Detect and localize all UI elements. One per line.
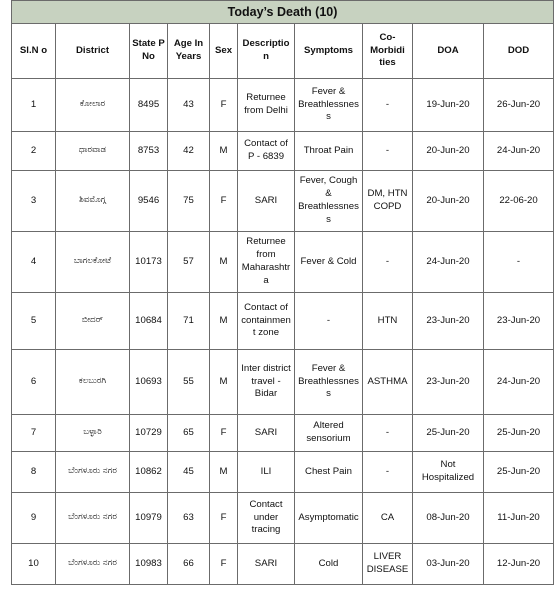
table-row bbox=[12, 132, 554, 171]
cell-state-p-no: 10983 bbox=[130, 544, 168, 585]
cell-symptoms: Altered sensorium bbox=[295, 415, 363, 452]
cell-doa: 03-Jun-20 bbox=[413, 544, 484, 585]
cell-district: ಬೀದರ್ bbox=[56, 293, 130, 350]
cell-sex: F bbox=[210, 544, 238, 585]
header-district: District bbox=[56, 24, 130, 79]
header-slno: Sl.N o bbox=[12, 24, 56, 79]
cell-comorbidities: - bbox=[363, 232, 413, 293]
cell-age: 66 bbox=[168, 544, 210, 585]
cell-state-p-no: 10979 bbox=[130, 493, 168, 544]
cell-sex: F bbox=[210, 493, 238, 544]
cell-description: SARI bbox=[238, 171, 295, 232]
table-row bbox=[12, 452, 554, 493]
cell-age: 43 bbox=[168, 79, 210, 132]
cell-comorbidities: - bbox=[363, 415, 413, 452]
cell-symptoms: Asymptomatic bbox=[295, 493, 363, 544]
cell-state-p-no: 8495 bbox=[130, 79, 168, 132]
cell-doa: 25-Jun-20 bbox=[413, 415, 484, 452]
cell-slno: 10 bbox=[12, 544, 56, 585]
cell-district: ಬೆಂಗಳೂರು ನಗರ bbox=[56, 544, 130, 585]
cell-dod: - bbox=[484, 232, 554, 293]
cell-doa: 20-Jun-20 bbox=[413, 171, 484, 232]
cell-doa: Not Hospitalized bbox=[413, 452, 484, 493]
cell-description: Contact of containment zone bbox=[238, 293, 295, 350]
header-sex: Sex bbox=[210, 24, 238, 79]
cell-state-p-no: 9546 bbox=[130, 171, 168, 232]
table-row bbox=[12, 350, 554, 415]
cell-comorbidities: LIVER DISEASE bbox=[363, 544, 413, 585]
cell-slno: 1 bbox=[12, 79, 56, 132]
cell-comorbidities: DM, HTN COPD bbox=[363, 171, 413, 232]
table-row bbox=[12, 493, 554, 544]
header-state-p-no: State P No bbox=[130, 24, 168, 79]
cell-sex: M bbox=[210, 132, 238, 171]
cell-description: Contact under tracing bbox=[238, 493, 295, 544]
cell-symptoms: Fever & Cold bbox=[295, 232, 363, 293]
cell-district: ಕೋಲಾರ bbox=[56, 79, 130, 132]
cell-symptoms: Fever, Cough & Breathlessness bbox=[295, 171, 363, 232]
cell-state-p-no: 10684 bbox=[130, 293, 168, 350]
cell-district: ಬೆಂಗಳೂರು ನಗರ bbox=[56, 493, 130, 544]
cell-district: ಶಿವಮೊಗ್ಗ bbox=[56, 171, 130, 232]
cell-dod: 12-Jun-20 bbox=[484, 544, 554, 585]
cell-age: 65 bbox=[168, 415, 210, 452]
table-row bbox=[12, 79, 554, 132]
cell-district: ಕಲಬುರಗಿ bbox=[56, 350, 130, 415]
cell-dod: 24-Jun-20 bbox=[484, 132, 554, 171]
cell-state-p-no: 10862 bbox=[130, 452, 168, 493]
header-symptoms: Symptoms bbox=[295, 24, 363, 79]
cell-sex: F bbox=[210, 79, 238, 132]
cell-district: ಧಾರವಾಡ bbox=[56, 132, 130, 171]
cell-state-p-no: 10729 bbox=[130, 415, 168, 452]
cell-district: ಬೆಂಗಳೂರು ನಗರ bbox=[56, 452, 130, 493]
cell-doa: 08-Jun-20 bbox=[413, 493, 484, 544]
table-row bbox=[12, 415, 554, 452]
header-description: Description bbox=[238, 24, 295, 79]
cell-sex: F bbox=[210, 415, 238, 452]
cell-sex: F bbox=[210, 171, 238, 232]
cell-dod: 24-Jun-20 bbox=[484, 350, 554, 415]
cell-comorbidities: - bbox=[363, 79, 413, 132]
cell-state-p-no: 10693 bbox=[130, 350, 168, 415]
header-age: Age In Years bbox=[168, 24, 210, 79]
cell-dod: 25-Jun-20 bbox=[484, 415, 554, 452]
cell-age: 45 bbox=[168, 452, 210, 493]
cell-comorbidities: CA bbox=[363, 493, 413, 544]
table-title: Today’s Death (10) bbox=[12, 1, 554, 24]
cell-state-p-no: 10173 bbox=[130, 232, 168, 293]
cell-description: Returnee from Delhi bbox=[238, 79, 295, 132]
deaths-table bbox=[11, 0, 554, 585]
cell-dod: 25-Jun-20 bbox=[484, 452, 554, 493]
cell-symptoms: Fever & Breathlessness bbox=[295, 79, 363, 132]
cell-age: 55 bbox=[168, 350, 210, 415]
cell-sex: M bbox=[210, 293, 238, 350]
cell-description: Returnee from Maharashtra bbox=[238, 232, 295, 293]
cell-age: 75 bbox=[168, 171, 210, 232]
cell-district: ಬಾಗಲಕೋಟೆ bbox=[56, 232, 130, 293]
cell-dod: 23-Jun-20 bbox=[484, 293, 554, 350]
cell-slno: 7 bbox=[12, 415, 56, 452]
cell-slno: 6 bbox=[12, 350, 56, 415]
cell-age: 71 bbox=[168, 293, 210, 350]
cell-age: 42 bbox=[168, 132, 210, 171]
cell-symptoms: Throat Pain bbox=[295, 132, 363, 171]
cell-doa: 23-Jun-20 bbox=[413, 350, 484, 415]
cell-dod: 11-Jun-20 bbox=[484, 493, 554, 544]
cell-sex: M bbox=[210, 452, 238, 493]
cell-slno: 5 bbox=[12, 293, 56, 350]
cell-comorbidities: HTN bbox=[363, 293, 413, 350]
cell-symptoms: Cold bbox=[295, 544, 363, 585]
cell-comorbidities: - bbox=[363, 132, 413, 171]
cell-doa: 19-Jun-20 bbox=[413, 79, 484, 132]
table-row bbox=[12, 171, 554, 232]
header-comorbidities: Co-Morbidi ties bbox=[363, 24, 413, 79]
cell-description: Contact of P - 6839 bbox=[238, 132, 295, 171]
cell-state-p-no: 8753 bbox=[130, 132, 168, 171]
cell-slno: 9 bbox=[12, 493, 56, 544]
cell-doa: 23-Jun-20 bbox=[413, 293, 484, 350]
cell-age: 57 bbox=[168, 232, 210, 293]
cell-description: ILI bbox=[238, 452, 295, 493]
cell-comorbidities: - bbox=[363, 452, 413, 493]
cell-doa: 24-Jun-20 bbox=[413, 232, 484, 293]
cell-sex: M bbox=[210, 350, 238, 415]
cell-sex: M bbox=[210, 232, 238, 293]
cell-symptoms: - bbox=[295, 293, 363, 350]
cell-dod: 26-Jun-20 bbox=[484, 79, 554, 132]
cell-age: 63 bbox=[168, 493, 210, 544]
cell-description: SARI bbox=[238, 415, 295, 452]
cell-doa: 20-Jun-20 bbox=[413, 132, 484, 171]
cell-description: SARI bbox=[238, 544, 295, 585]
table-row bbox=[12, 293, 554, 350]
cell-district: ಬಳ್ಳಾರಿ bbox=[56, 415, 130, 452]
cell-slno: 4 bbox=[12, 232, 56, 293]
cell-comorbidities: ASTHMA bbox=[363, 350, 413, 415]
cell-dod: 22-06-20 bbox=[484, 171, 554, 232]
cell-symptoms: Chest Pain bbox=[295, 452, 363, 493]
cell-slno: 2 bbox=[12, 132, 56, 171]
header-doa: DOA bbox=[413, 24, 484, 79]
table-row bbox=[12, 544, 554, 585]
cell-slno: 3 bbox=[12, 171, 56, 232]
cell-description: Inter district travel - Bidar bbox=[238, 350, 295, 415]
cell-symptoms: Fever & Breathlessness bbox=[295, 350, 363, 415]
table-row bbox=[12, 232, 554, 293]
cell-slno: 8 bbox=[12, 452, 56, 493]
header-dod: DOD bbox=[484, 24, 554, 79]
